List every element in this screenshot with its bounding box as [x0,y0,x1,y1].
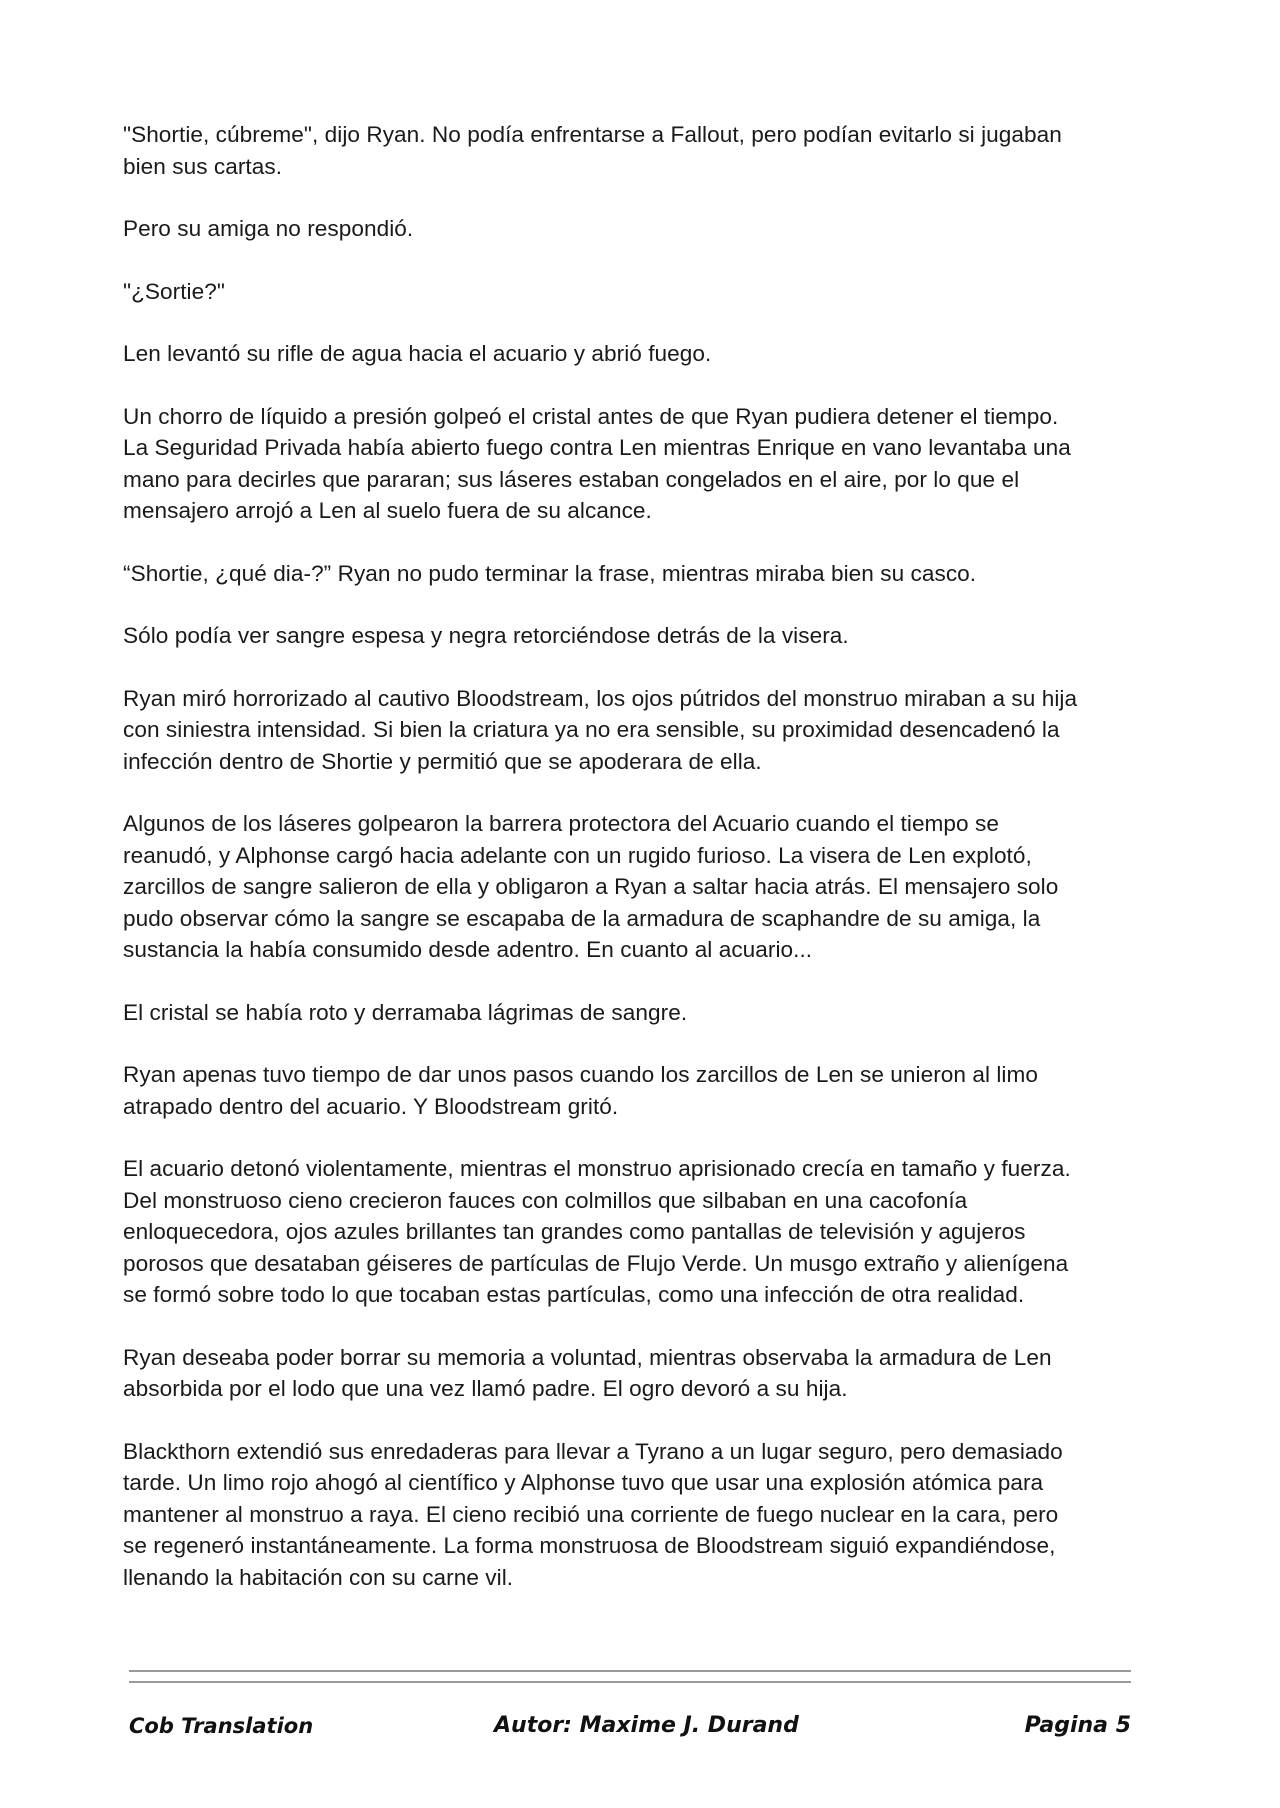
paragraph: Algunos de los láseres golpearon la barrera protectora del Acuario cuando el tiempo se reanudó, y Alphonse cargó hacia adelante con un rugido furioso. La visera de Len explotó, zarcillos de sangre salieron de ella y obligaron a Ryan a saltar hacia atrás. El mensajero solo pudo observar cómo la sangre se escapaba de la armadura de scaphandre de su amiga, la sustancia la había consumido desde adentro. En cuanto al acuario... [123,811,1059,962]
paragraph: El acuario detonó violentamente, mientras el monstruo aprisionado crecía en tamaño y fuerza. Del monstruoso cieno crecieron fauces con colmillos que silbaban en una cacofonía enloquecedora, ojos azules brillantes tan grandes como pantallas de televisión y agujeros porosos que desataban géiseres de partículas de Flujo Verde. Un musgo extraño y alienígena se formó sobre todo lo que tocaban estas partículas, como una infección de otra realidad. [123,1156,1071,1307]
footer-translator: Cob Translation [129,1714,314,1738]
paragraph: Ryan apenas tuvo tiempo de dar unos pasos cuando los zarcillos de Len se unieron al limo atrapado dentro del acuario. Y Bloodstream gritó. [123,1062,1038,1119]
page-footer [129,1708,1131,1744]
footer-author: Autor: Maxime J. Durand [494,1713,799,1738]
footer-rule-top [129,1670,1131,1672]
paragraph: Ryan miró horrorizado al cautivo Bloodstream, los ojos pútridos del monstruo miraban a su hija con siniestra intensidad. Si bien la criatura ya no era sensible, su proximidad desencadenó la infección dentro de Shortie y permitió que se apoderara de ella. [123,685,1078,774]
footer-rule-bottom [129,1681,1131,1683]
paragraph: Blackthorn extendió sus enredaderas para llevar a Tyrano a un lugar seguro, pero demasiado tarde. Un limo rojo ahogó al científico y Alphonse tuvo que usar una explosión atómica para mantener al monstruo a raya. El cieno recibió una corriente de fuego nuclear en la cara, pero se regeneró instantáneamente. La forma monstruosa de Bloodstream siguió expandiéndose, llenando la habitación con su carne vil. [123,1438,1063,1590]
paragraph: Len levantó su rifle de agua hacia el acuario y abrió fuego. [123,341,712,366]
paragraph: “Shortie, ¿qué dia-?” Ryan no pudo terminar la frase, mientras miraba bien su casco. [123,560,977,586]
paragraph: El cristal se había roto y derramaba lágrimas de sangre. [123,999,688,1025]
paragraph: Ryan deseaba poder borrar su memoria a voluntad, mientras observaba la armadura de Len absorbida por el lodo que una vez llamó padre. El ogro devoró a su hija. [123,1344,1052,1401]
paragraph: Un chorro de líquido a presión golpeó el cristal antes de que Ryan pudiera detener el tiempo. La Seguridad Privada había abierto fuego contra Len mientras Enrique en vano levantaba una mano para decirles que pararan; sus láseres estaban congelados en el aire, por lo que el mensajero arrojó a Len al suelo fuera de su alcance. [123,403,1071,523]
footer-divider [129,1670,1131,1692]
paragraph: "Shortie, cúbreme", dijo Ryan. No podía enfrentarse a Fallout, pero podían evitarlo si jugaban bien sus cartas. [123,122,1062,179]
paragraph: Sólo podía ver sangre espesa y negra retorciéndose detrás de la visera. [123,623,849,648]
footer-page-number: Pagina 5 [1024,1713,1131,1738]
paragraph: "¿Sortie?" [123,278,225,304]
paragraph: Pero su amiga no respondió. [123,216,414,241]
page-body [123,119,1173,1624]
